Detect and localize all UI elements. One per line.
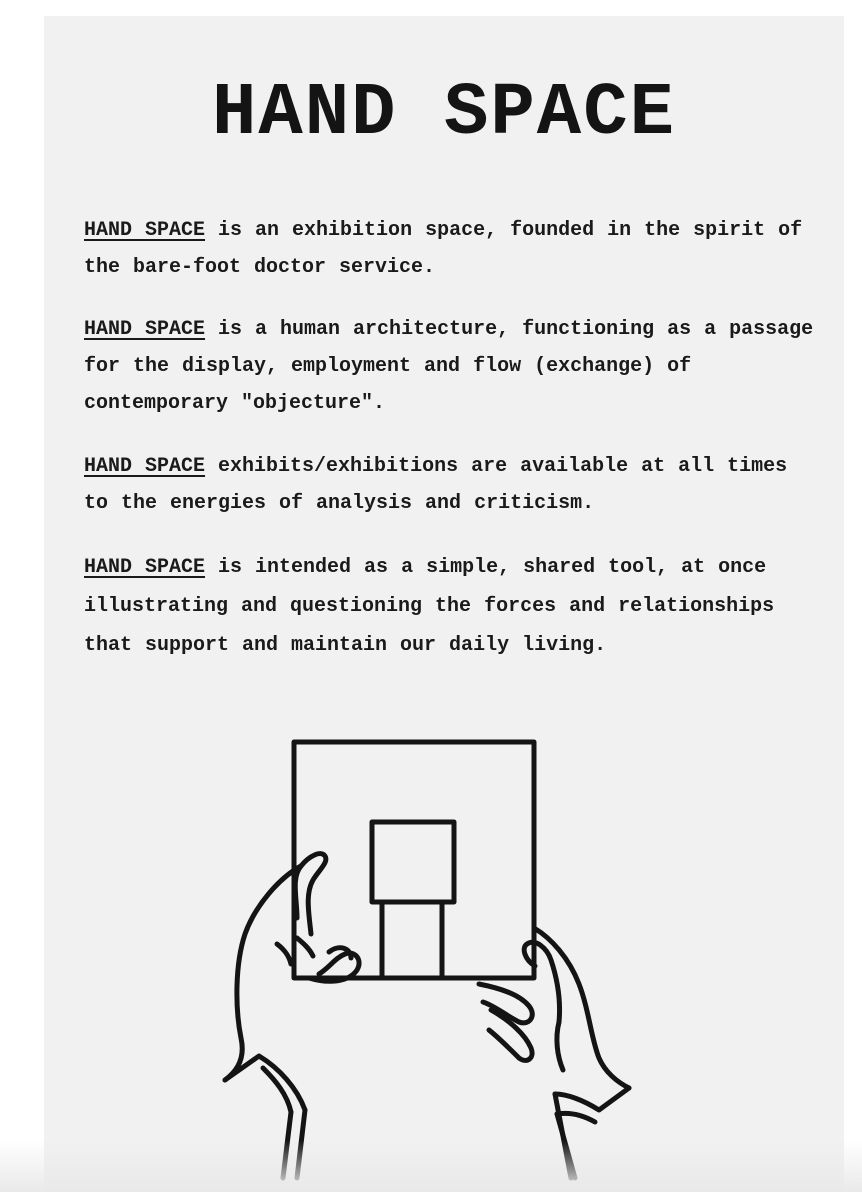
paragraph-availability [84,448,819,522]
brand-name: HAND SPACE [84,318,206,341]
brand-name: HAND SPACE [84,219,206,242]
outer-frame [294,742,534,978]
paragraph-architecture [84,311,819,422]
paragraph-tool [84,548,819,665]
pedestal [382,902,442,978]
brand-name: HAND SPACE [84,556,206,579]
paragraph-text: is an exhibition space, founded in the spirit of the bare-foot doctor service. [84,219,803,279]
paragraph-text: is a human architecture, functioning as a passage for the display, employment and flow (exchange) of contemporary "objecture". [84,318,814,415]
paragraph-text: exhibits/exhibitions are available at all times to the energies of analysis and criticism. [84,455,788,515]
paragraph-text: is intended as a simple, shared tool, at once illustrating and questioning the forces and relationships that support and maintain our daily living. [84,556,775,657]
document-page [44,16,844,1192]
paragraph-founding [84,212,819,286]
inner-square [372,822,454,902]
bottom-shadow [0,1140,862,1192]
hands-holding-frame-icon [179,738,649,1188]
brand-name: HAND SPACE [84,455,206,478]
page-title: HAND SPACE [211,72,677,156]
